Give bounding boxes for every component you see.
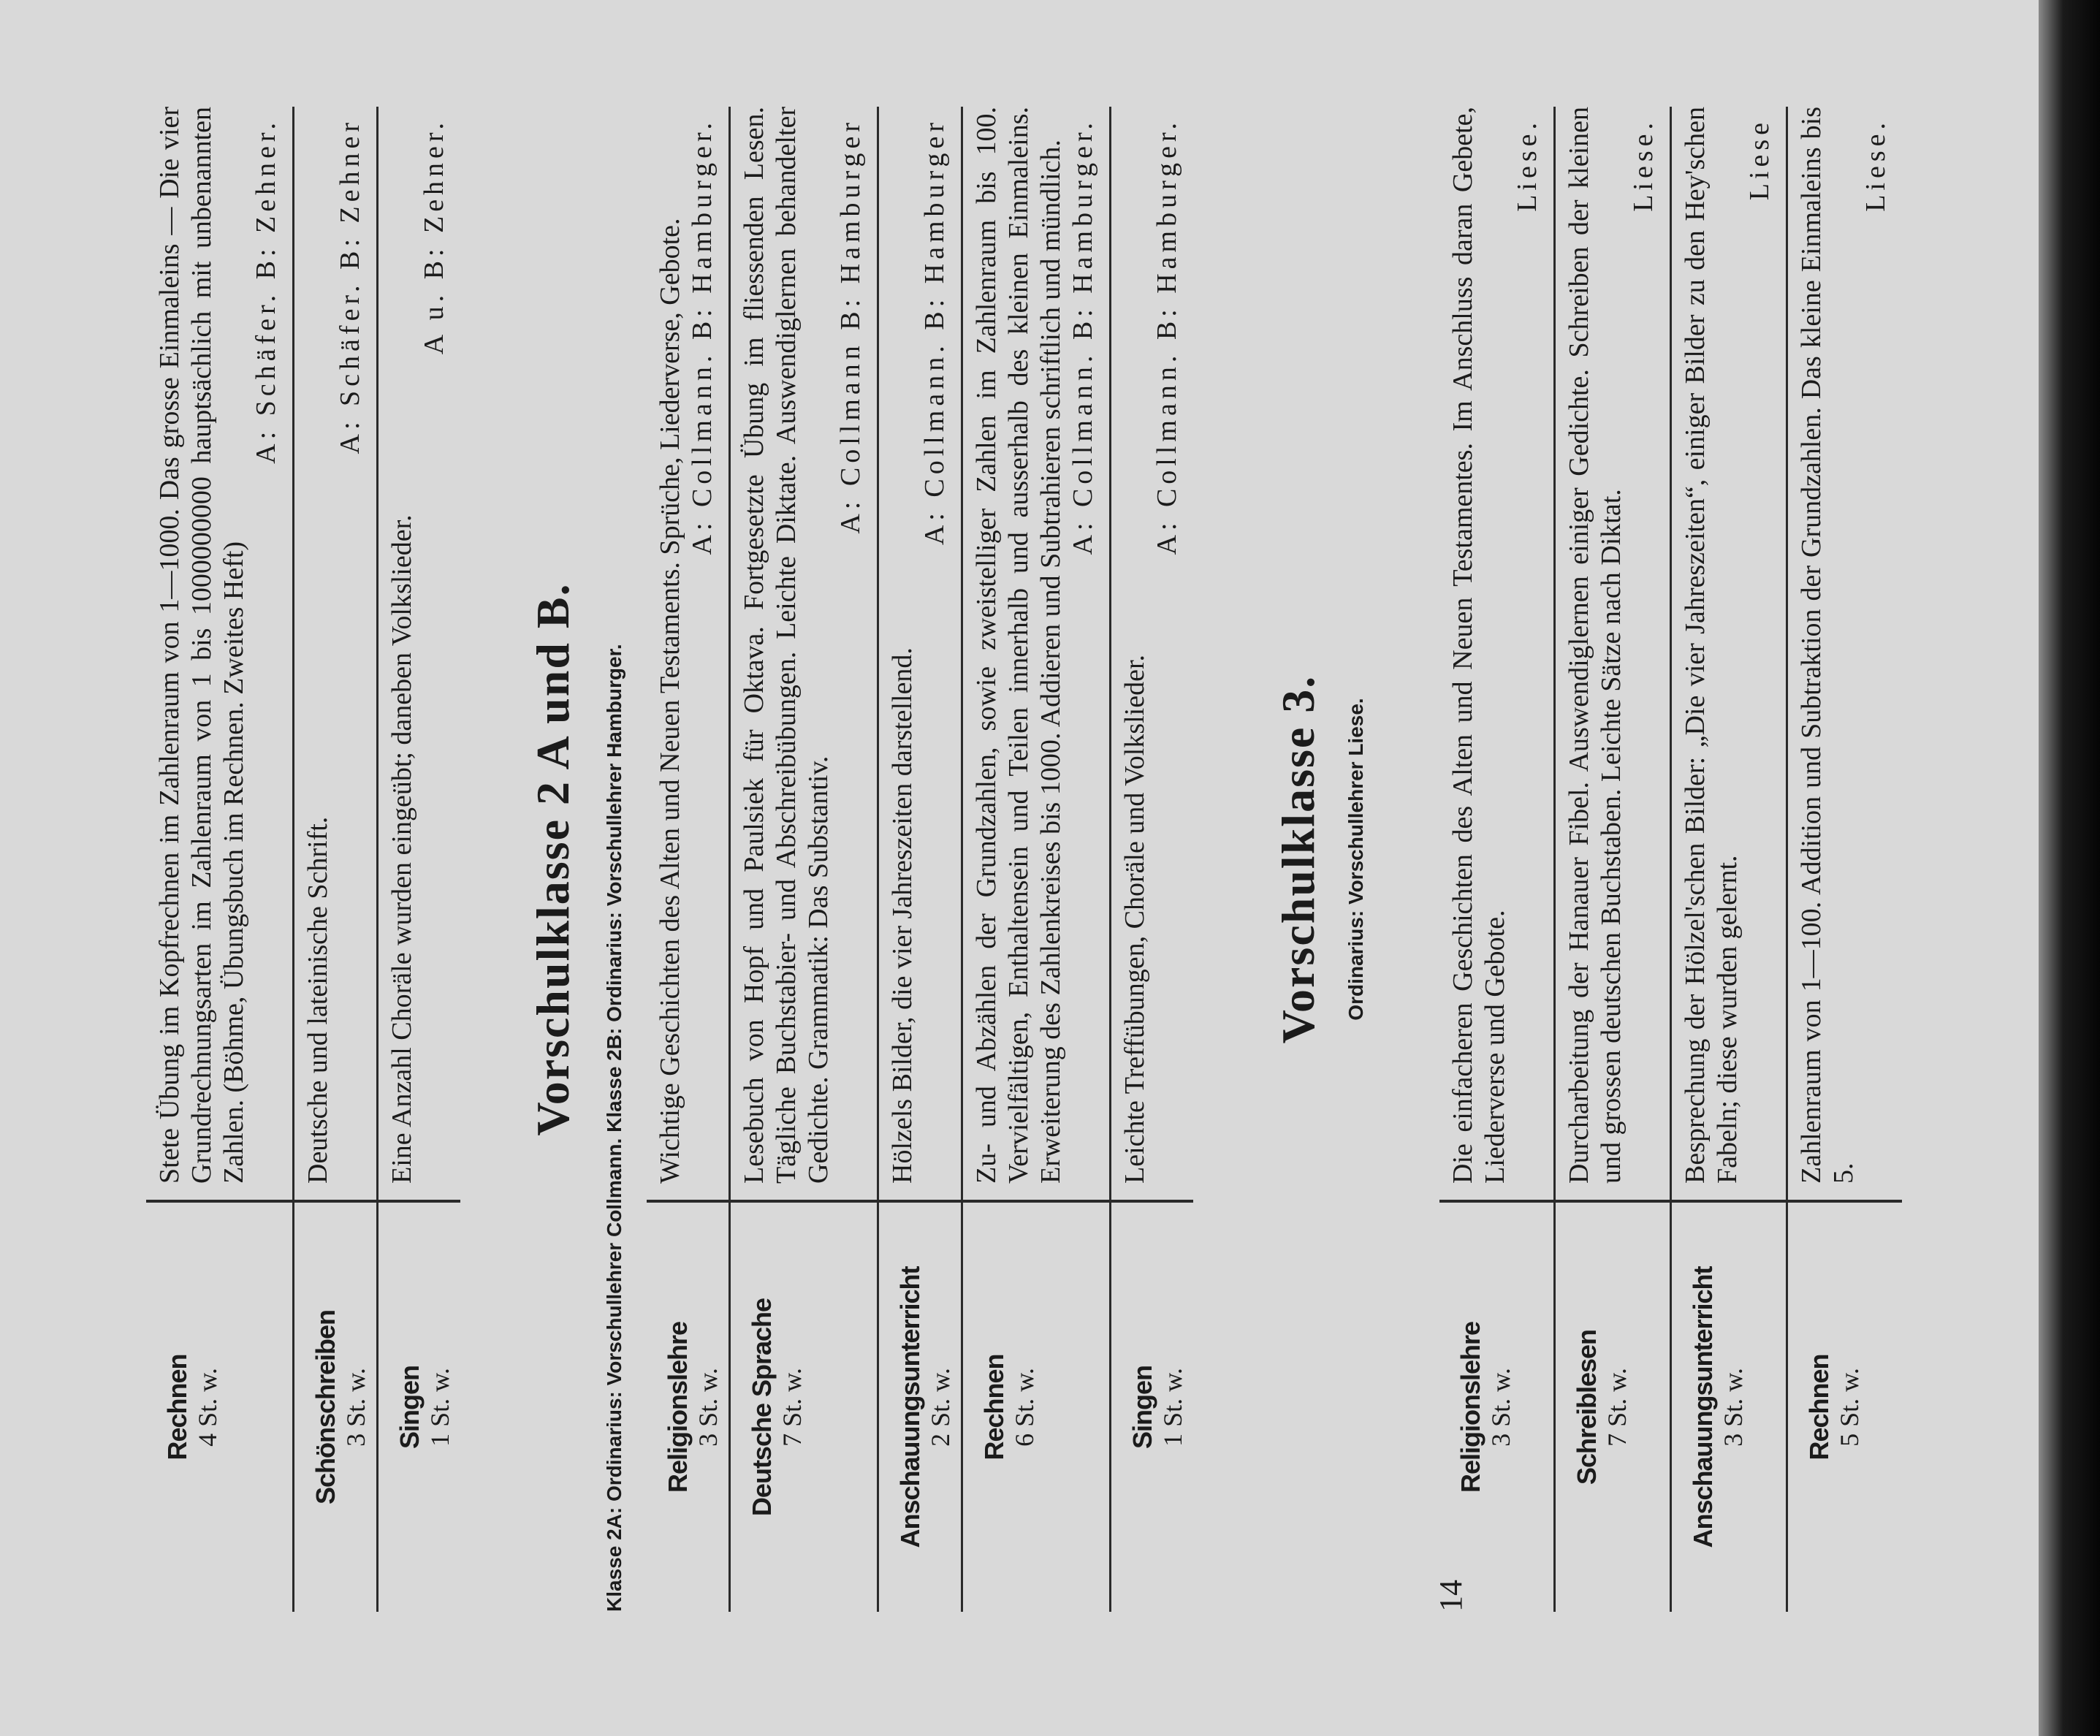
content-text: Deutsche und lateinische Schrift. <box>303 816 333 1184</box>
teacher-names: Liese. <box>1860 118 1891 212</box>
column-divider <box>731 1200 877 1203</box>
content-text: Eine Anzahl Choräle wurden eingeübt; daneben Volkslieder. <box>387 514 417 1184</box>
content-text: Lesebuch von Hopf und Paulsiek für Oktava. Fortgesetzte Übung im fliessenden Lesen. Tägliche Buchstabier- und Abschreibübungen. Leichte Diktate. Auswendiglernen behandelter Gedichte. Grammatik: Das Substantiv. <box>739 107 834 1184</box>
content-cell <box>1439 107 1553 1200</box>
content-cell <box>879 107 961 1200</box>
subject-hours: 2 St. w. <box>926 1368 955 1447</box>
column-divider <box>1439 1200 1553 1203</box>
content-text: Die einfacheren Geschichten des Alten und Neuen Testamentes. Im Anschluss daran Gebete, Liederverse und Gebote. <box>1447 107 1510 1184</box>
teacher-names: A: Schäfer. B: Zehner <box>335 118 365 454</box>
content-text: Hölzels Bilder, die vier Jahreszeiten darstellend. <box>887 647 918 1184</box>
column-divider <box>879 1200 961 1203</box>
page-number: 14 <box>1433 1580 1469 1612</box>
content-cell <box>1672 107 1786 1200</box>
subject-cell <box>879 1203 961 1612</box>
teacher-names: Liese. <box>1628 118 1659 212</box>
subject-name: Schönschreiben <box>311 1309 341 1505</box>
content-cell <box>963 107 1109 1200</box>
subject-cell <box>1439 1203 1553 1612</box>
section3-heading: Vorschulklasse 3. <box>1272 674 1324 1044</box>
column-divider <box>378 1200 460 1203</box>
content-text: Besprechung der Hölzel'schen Bilder: „Die vier Jahreszeiten“, einiger Bilder zu den Hey'schen Fabeln; diese wurden gelernt. <box>1680 107 1743 1184</box>
scan-edge <box>2039 0 2100 1736</box>
subject-hours: 3 St. w. <box>1719 1368 1748 1447</box>
column-divider <box>294 1200 376 1203</box>
content-cell <box>1111 107 1193 1200</box>
subject-hours: 1 St. w. <box>1158 1368 1187 1447</box>
teacher-names: A: Collmann. B: Hamburger. <box>1152 118 1182 555</box>
subject-cell <box>731 1203 877 1612</box>
section2-table <box>647 107 1193 1612</box>
section1-table <box>146 107 460 1612</box>
content-text: Durcharbeitung der Hanauer Fibel. Auswendiglernen einiger Gedichte. Schreiben der kleinen und grossen deutschen Buchstaben. Leichte Sätze nach Diktat. <box>1564 107 1627 1184</box>
subject-hours: 3 St. w. <box>341 1368 370 1447</box>
content-cell <box>146 107 292 1200</box>
subject-name: Singen <box>395 1366 425 1450</box>
content-cell <box>1556 107 1670 1200</box>
subject-name: Schreiblesen <box>1572 1329 1602 1485</box>
section2-ordinarius: Klasse 2A: Ordinarius: Vorschullehrer Collmann. Klasse 2B: Ordinarius: Vorschullehrer Hamburger. <box>603 644 625 1612</box>
subject-cell <box>294 1203 376 1612</box>
subject-name: Singen <box>1127 1366 1157 1450</box>
subject-cell <box>647 1203 728 1612</box>
subject-cell <box>1556 1203 1670 1612</box>
subject-name: Religionslehre <box>1456 1321 1485 1493</box>
table-row <box>1670 107 1786 1612</box>
table-row <box>1109 107 1193 1612</box>
subject-cell <box>146 1203 292 1612</box>
content-cell <box>378 107 460 1200</box>
subject-hours: 1 St. w. <box>425 1368 454 1447</box>
column-divider <box>963 1200 1109 1203</box>
subject-name: Rechnen <box>1804 1354 1834 1461</box>
subject-name: Rechnen <box>162 1354 192 1461</box>
table-row <box>961 107 1109 1612</box>
subject-hours: 6 St. w. <box>1010 1368 1039 1447</box>
content-cell <box>294 107 376 1200</box>
column-divider <box>1111 1200 1193 1203</box>
content-text: Stete Übung im Kopfrechnen im Zahlenraum von 1—1000. Das grosse Einmaleins — Die vier Grundrechnungsarten im Zahlenraum von 1 bis 1000000000 hauptsächlich mit unbenannten Zahlen. (Böhme, Übungsbuch im Rechnen. Zweites Heft) <box>154 107 249 1184</box>
teacher-names: Liese. <box>1512 118 1542 212</box>
table-row <box>376 107 460 1612</box>
subject-hours: 4 St. w. <box>193 1368 222 1447</box>
teacher-names: A: Collmann B: Hamburger <box>835 118 866 534</box>
subject-name: Anschauungsunterricht <box>1688 1266 1718 1548</box>
subject-hours: 7 St. w. <box>777 1368 807 1447</box>
subject-cell <box>1111 1203 1193 1612</box>
content-cell <box>731 107 877 1200</box>
subject-cell <box>963 1203 1109 1612</box>
column-divider <box>1672 1200 1786 1203</box>
teacher-names: A: Collmann. B: Hamburger <box>919 118 950 546</box>
subject-cell <box>1788 1203 1902 1612</box>
content-cell <box>647 107 728 1200</box>
content-text: Zahlenraum von 1—100. Addition und Subtraktion der Grundzahlen. Das kleine Einmaleins bis 5. <box>1796 107 1859 1184</box>
table-row <box>647 107 728 1612</box>
section3-ordinarius: Ordinarius: Vorschullehrer Liese. <box>1344 698 1367 1021</box>
subject-name: Anschauungsunterricht <box>895 1266 925 1548</box>
subject-name: Rechnen <box>979 1354 1009 1461</box>
table-row <box>877 107 961 1612</box>
table-row <box>1786 107 1902 1612</box>
column-divider <box>647 1200 728 1203</box>
content-text: Wichtige Geschichten des Alten und Neuen Testaments. Sprüche, Liederverse, Gebote. <box>655 218 685 1184</box>
teacher-names: Liese <box>1744 118 1775 201</box>
subject-hours: 3 St. w. <box>693 1368 723 1447</box>
subject-name: Religionslehre <box>663 1321 693 1493</box>
subject-hours: 3 St. w. <box>1486 1368 1515 1447</box>
subject-cell <box>378 1203 460 1612</box>
content-cell <box>1788 107 1902 1200</box>
content-text: Leichte Treffübungen, Choräle und Volkslieder. <box>1119 654 1150 1184</box>
subject-name: Deutsche Sprache <box>747 1298 777 1517</box>
teacher-names: A u. B: Zehner. <box>419 118 449 355</box>
column-divider <box>1788 1200 1902 1203</box>
teacher-names: A: Collmann. B: Hamburger. <box>687 118 718 555</box>
teacher-names: A: Schäfer. B: Zehner. <box>251 118 281 464</box>
table-row <box>1439 107 1553 1612</box>
table-row <box>1553 107 1670 1612</box>
column-divider <box>1556 1200 1670 1203</box>
teacher-names: A: Collmann. B: Hamburger. <box>1068 118 1098 555</box>
subject-hours: 5 St. w. <box>1835 1368 1864 1447</box>
content-text: Zu- und Abzählen der Grundzahlen, sowie zweistelliger Zahlen im Zahlenraum bis 100. Vervielfältigen, Enthaltensein und Teilen innerhalb und ausserhalb des kleinen Einmaleins. Erweiterung des Zahlenkreises bis 1000. Addieren und Subtrahieren schriftlich und mündlich. <box>971 107 1066 1184</box>
subject-hours: 7 St. w. <box>1602 1368 1632 1447</box>
table-row <box>292 107 376 1612</box>
table-row <box>146 107 292 1612</box>
section3-table <box>1439 107 1902 1612</box>
table-row <box>728 107 877 1612</box>
column-divider <box>146 1200 292 1203</box>
subject-cell <box>1672 1203 1786 1612</box>
section2-heading: Vorschulklasse 2 A und B. <box>527 582 579 1136</box>
